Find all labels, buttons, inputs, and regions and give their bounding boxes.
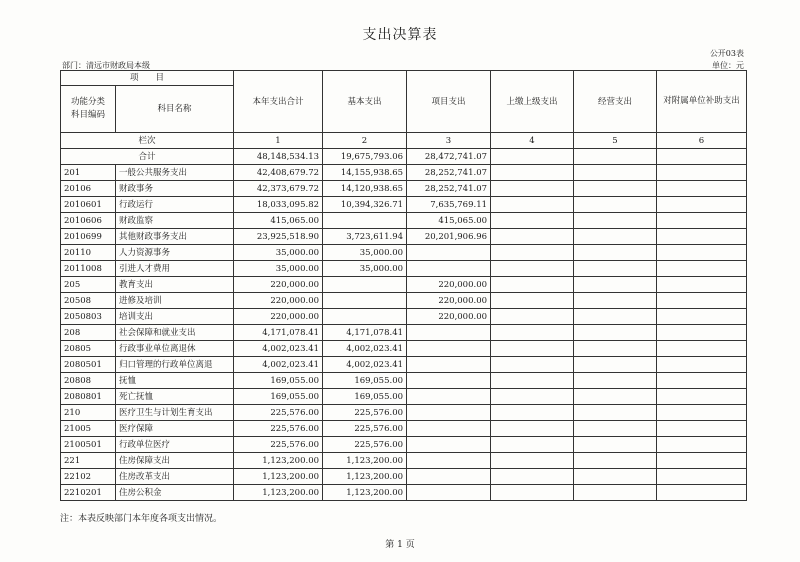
amount-cell (407, 373, 491, 389)
amount-cell (657, 373, 747, 389)
total-value: 28,472,741.07 (407, 149, 491, 165)
amount-cell (407, 469, 491, 485)
amount-cell (657, 357, 747, 373)
subject-code: 20805 (61, 341, 116, 357)
subject-code: 20508 (61, 293, 116, 309)
amount-cell (657, 293, 747, 309)
table-row (61, 213, 747, 229)
amount-cell (574, 341, 657, 357)
amount-cell: 225,576.00 (323, 437, 407, 453)
amount-cell: 1,123,200.00 (323, 453, 407, 469)
amount-cell: 14,155,938.65 (323, 165, 407, 181)
amount-cell (491, 373, 574, 389)
header-col-3: 项目支出 (407, 71, 491, 133)
page-title: 支出决算表 (362, 27, 438, 43)
amount-cell: 10,394,326.71 (323, 197, 407, 213)
subject-name: 一般公共服务支出 (116, 165, 234, 181)
amount-cell (323, 293, 407, 309)
header-col-4: 上缴上级支出 (491, 71, 574, 133)
amount-cell: 3,723,611.94 (323, 229, 407, 245)
col-index-label: 栏次 (61, 133, 234, 149)
amount-cell: 225,576.00 (234, 437, 323, 453)
amount-cell (657, 405, 747, 421)
amount-cell (491, 245, 574, 261)
amount-cell: 4,171,078.41 (323, 325, 407, 341)
amount-cell: 220,000.00 (234, 293, 323, 309)
table-row (61, 245, 747, 261)
amount-cell (491, 213, 574, 229)
amount-cell (491, 197, 574, 213)
total-value (657, 149, 747, 165)
amount-cell: 4,002,023.41 (234, 341, 323, 357)
col-index-row (61, 133, 747, 149)
amount-cell: 7,635,769.11 (407, 197, 491, 213)
amount-cell: 169,055.00 (323, 389, 407, 405)
amount-cell (657, 485, 747, 501)
subject-code: 2080801 (61, 389, 116, 405)
amount-cell (491, 229, 574, 245)
table-row (61, 485, 747, 501)
subject-name: 医疗卫生与计划生育支出 (116, 405, 234, 421)
amount-cell: 169,055.00 (234, 389, 323, 405)
amount-cell: 220,000.00 (234, 277, 323, 293)
subject-code: 2080501 (61, 357, 116, 373)
subject-name: 医疗保障 (116, 421, 234, 437)
amount-cell (657, 437, 747, 453)
amount-cell (491, 309, 574, 325)
amount-cell (574, 437, 657, 453)
table-row (61, 421, 747, 437)
table-row (61, 469, 747, 485)
col-number: 3 (407, 133, 491, 149)
table-row (61, 197, 747, 213)
subject-name: 培训支出 (116, 309, 234, 325)
amount-cell (491, 469, 574, 485)
subject-code: 208 (61, 325, 116, 341)
amount-cell: 4,002,023.41 (323, 341, 407, 357)
table-row (61, 325, 747, 341)
amount-cell (323, 277, 407, 293)
table-row (61, 165, 747, 181)
amount-cell (491, 421, 574, 437)
amount-cell: 35,000.00 (323, 245, 407, 261)
table-row (61, 341, 747, 357)
total-value (491, 149, 574, 165)
amount-cell (657, 245, 747, 261)
amount-cell (657, 341, 747, 357)
amount-cell: 42,408,679.72 (234, 165, 323, 181)
amount-cell (657, 197, 747, 213)
amount-cell (574, 245, 657, 261)
subject-code: 2010606 (61, 213, 116, 229)
amount-cell (491, 261, 574, 277)
table-row (61, 453, 747, 469)
subject-name: 人力资源事务 (116, 245, 234, 261)
amount-cell (574, 181, 657, 197)
subject-code: 201 (61, 165, 116, 181)
amount-cell: 225,576.00 (323, 405, 407, 421)
amount-cell (323, 309, 407, 325)
subject-code: 210 (61, 405, 116, 421)
table-row (61, 309, 747, 325)
amount-cell (657, 165, 747, 181)
total-value: 48,148,534.13 (234, 149, 323, 165)
amount-cell: 23,925,518.90 (234, 229, 323, 245)
amount-cell (574, 485, 657, 501)
col-number: 4 (491, 133, 574, 149)
subject-name: 行政事业单位离退休 (116, 341, 234, 357)
amount-cell: 1,123,200.00 (234, 485, 323, 501)
amount-cell (491, 165, 574, 181)
subject-name: 抚恤 (116, 373, 234, 389)
amount-cell (407, 357, 491, 373)
amount-cell: 42,373,679.72 (234, 181, 323, 197)
col-number: 5 (574, 133, 657, 149)
subject-name: 死亡抚恤 (116, 389, 234, 405)
amount-cell: 415,065.00 (407, 213, 491, 229)
amount-cell: 225,576.00 (234, 421, 323, 437)
amount-cell: 220,000.00 (234, 309, 323, 325)
table-row (61, 293, 747, 309)
amount-cell: 35,000.00 (234, 245, 323, 261)
amount-cell (491, 181, 574, 197)
amount-cell: 225,576.00 (234, 405, 323, 421)
subject-code: 2010601 (61, 197, 116, 213)
amount-cell (407, 389, 491, 405)
amount-cell: 220,000.00 (407, 293, 491, 309)
amount-cell (491, 485, 574, 501)
amount-cell (574, 277, 657, 293)
amount-cell (323, 213, 407, 229)
subject-name: 住房改革支出 (116, 469, 234, 485)
subject-code: 2210201 (61, 485, 116, 501)
header-col-1: 本年支出合计 (234, 71, 323, 133)
subject-code: 2100501 (61, 437, 116, 453)
amount-cell (657, 453, 747, 469)
amount-cell (574, 389, 657, 405)
amount-cell (657, 229, 747, 245)
subject-name: 社会保障和就业支出 (116, 325, 234, 341)
amount-cell (407, 325, 491, 341)
expenditure-table (60, 70, 747, 501)
table-row (61, 181, 747, 197)
amount-cell (407, 437, 491, 453)
subject-name: 财政监察 (116, 213, 234, 229)
header-col-2: 基本支出 (323, 71, 407, 133)
amount-cell: 1,123,200.00 (234, 453, 323, 469)
amount-cell (407, 421, 491, 437)
amount-cell: 28,252,741.07 (407, 165, 491, 181)
amount-cell (491, 293, 574, 309)
amount-cell: 1,123,200.00 (323, 469, 407, 485)
amount-cell (574, 197, 657, 213)
amount-cell (574, 357, 657, 373)
amount-cell (407, 261, 491, 277)
amount-cell (491, 325, 574, 341)
total-row (61, 149, 747, 165)
amount-cell: 220,000.00 (407, 277, 491, 293)
amount-cell: 35,000.00 (323, 261, 407, 277)
subject-name: 其他财政事务支出 (116, 229, 234, 245)
amount-cell: 169,055.00 (323, 373, 407, 389)
amount-cell (491, 437, 574, 453)
amount-cell (491, 357, 574, 373)
amount-cell (407, 341, 491, 357)
subject-name: 归口管理的行政单位离退 (116, 357, 234, 373)
total-value (574, 149, 657, 165)
amount-cell: 4,002,023.41 (323, 357, 407, 373)
table-row (61, 405, 747, 421)
subject-code: 20110 (61, 245, 116, 261)
subject-name: 行政单位医疗 (116, 437, 234, 453)
form-code: 公开03表 (709, 49, 744, 58)
amount-cell (657, 277, 747, 293)
amount-cell (491, 341, 574, 357)
amount-cell (657, 261, 747, 277)
subject-name: 住房保障支出 (116, 453, 234, 469)
amount-cell (574, 453, 657, 469)
amount-cell (407, 453, 491, 469)
unit-label: 单位：元 (712, 61, 744, 70)
subject-code: 221 (61, 453, 116, 469)
page-number: 第 1 页 (385, 540, 415, 550)
amount-cell: 1,123,200.00 (234, 469, 323, 485)
header-subject-name: 科目名称 (116, 86, 234, 133)
department-label: 部门：清远市财政局本级 (62, 61, 150, 70)
amount-cell: 4,002,023.41 (234, 357, 323, 373)
subject-code: 2050803 (61, 309, 116, 325)
amount-cell (491, 453, 574, 469)
amount-cell (574, 229, 657, 245)
table-row (61, 357, 747, 373)
amount-cell (574, 405, 657, 421)
amount-cell (657, 469, 747, 485)
subject-name: 教育支出 (116, 277, 234, 293)
subject-name: 财政事务 (116, 181, 234, 197)
footnote: 注：本表反映部门本年度各项支出情况。 (60, 514, 223, 524)
amount-cell (491, 277, 574, 293)
amount-cell (574, 325, 657, 341)
amount-cell (574, 373, 657, 389)
header-col-6: 对附属单位补助支出 (657, 71, 747, 133)
table-row (61, 437, 747, 453)
amount-cell (657, 421, 747, 437)
amount-cell (657, 389, 747, 405)
amount-cell: 169,055.00 (234, 373, 323, 389)
subject-name: 住房公积金 (116, 485, 234, 501)
subject-name: 引进人才费用 (116, 261, 234, 277)
table-row (61, 229, 747, 245)
subject-name: 行政运行 (116, 197, 234, 213)
amount-cell (407, 485, 491, 501)
table-row (61, 373, 747, 389)
header-row-item (61, 71, 747, 86)
subject-code: 20808 (61, 373, 116, 389)
subject-code: 22102 (61, 469, 116, 485)
amount-cell: 4,171,078.41 (234, 325, 323, 341)
amount-cell (574, 293, 657, 309)
subject-code: 2010699 (61, 229, 116, 245)
amount-cell: 35,000.00 (234, 261, 323, 277)
col-number: 1 (234, 133, 323, 149)
header-item: 项 目 (61, 71, 234, 86)
amount-cell: 1,123,200.00 (323, 485, 407, 501)
amount-cell: 28,252,741.07 (407, 181, 491, 197)
amount-cell: 225,576.00 (323, 421, 407, 437)
col-number: 2 (323, 133, 407, 149)
amount-cell (407, 405, 491, 421)
amount-cell: 20,201,906.96 (407, 229, 491, 245)
amount-cell: 18,033,095.82 (234, 197, 323, 213)
amount-cell (574, 261, 657, 277)
table-row (61, 277, 747, 293)
amount-cell (657, 309, 747, 325)
amount-cell (657, 213, 747, 229)
amount-cell (407, 245, 491, 261)
total-label: 合计 (61, 149, 234, 165)
total-value: 19,675,793.06 (323, 149, 407, 165)
amount-cell (657, 181, 747, 197)
amount-cell (574, 165, 657, 181)
amount-cell: 14,120,938.65 (323, 181, 407, 197)
header-func-code: 功能分类 科目编码 (61, 86, 116, 133)
table-row (61, 261, 747, 277)
subject-name: 进修及培训 (116, 293, 234, 309)
amount-cell (574, 469, 657, 485)
amount-cell (491, 389, 574, 405)
amount-cell (657, 325, 747, 341)
header-col-5: 经营支出 (574, 71, 657, 133)
subject-code: 20106 (61, 181, 116, 197)
subject-code: 2011008 (61, 261, 116, 277)
subject-code: 205 (61, 277, 116, 293)
amount-cell: 415,065.00 (234, 213, 323, 229)
subject-code: 21005 (61, 421, 116, 437)
amount-cell: 220,000.00 (407, 309, 491, 325)
amount-cell (491, 405, 574, 421)
amount-cell (574, 213, 657, 229)
amount-cell (574, 309, 657, 325)
amount-cell (574, 421, 657, 437)
col-number: 6 (657, 133, 747, 149)
table-row (61, 389, 747, 405)
